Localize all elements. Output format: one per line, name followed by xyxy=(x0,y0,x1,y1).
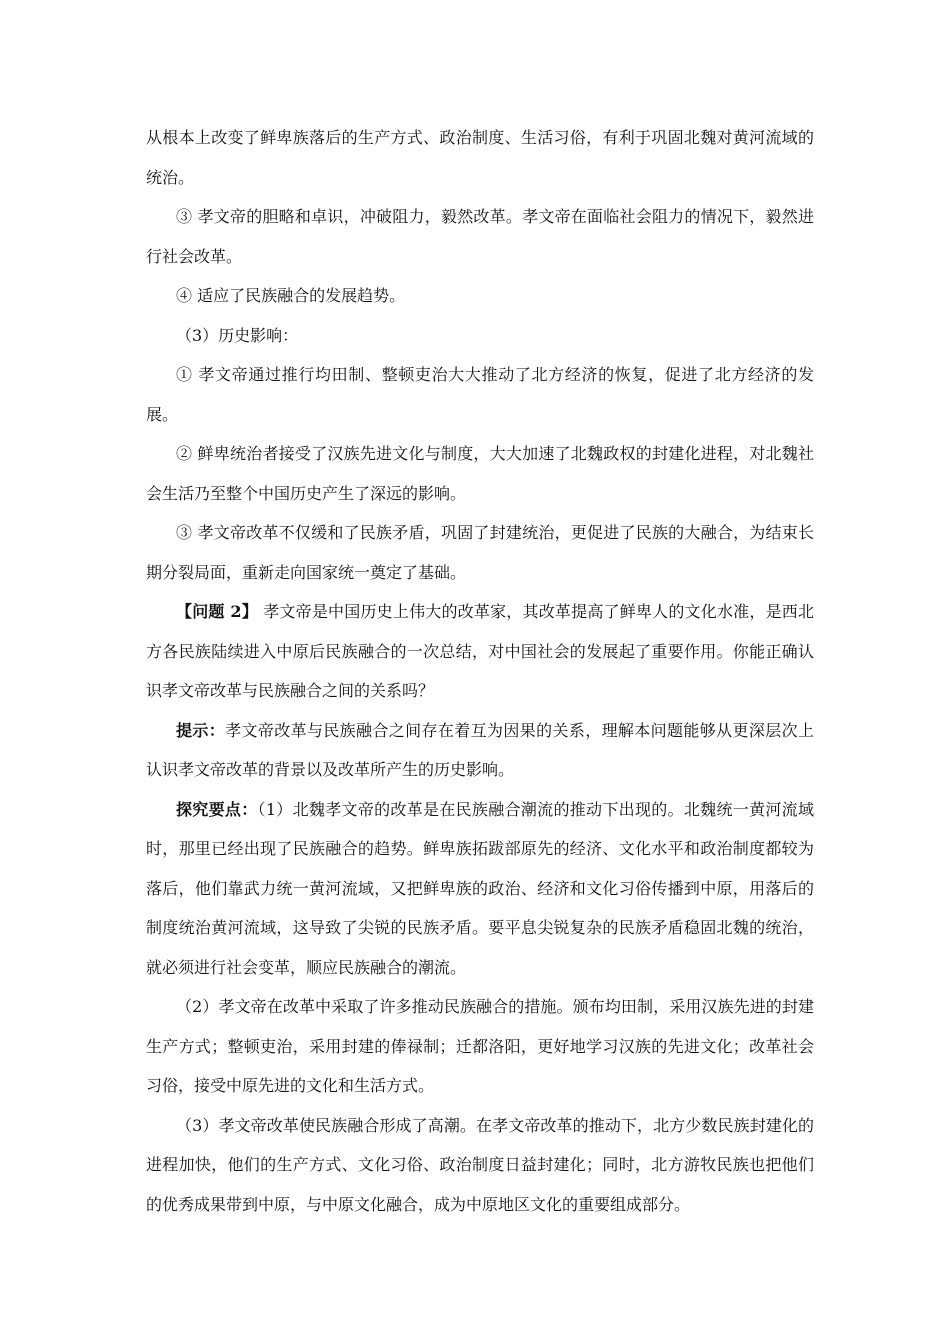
paragraph-question-2 xyxy=(146,592,814,711)
section-heading-historical-impact xyxy=(146,316,814,356)
paragraph-impact-2 xyxy=(146,434,814,513)
paragraph-text: ① 孝文帝通过推行均田制、整顿吏治大大推动了北方经济的恢复，促进了北方经济的发展。 xyxy=(146,365,814,424)
paragraph-text: ③ 孝文帝的胆略和卓识，冲破阻力，毅然改革。孝文帝在面临社会阻力的情况下，毅然进行社会改革。 xyxy=(146,207,814,266)
paragraph-hint xyxy=(146,711,814,790)
question-label: 【问题 2】 xyxy=(176,602,258,621)
document-body xyxy=(146,118,814,1224)
paragraph-reason-4 xyxy=(146,276,814,316)
paragraph-text: 孝文帝是中国历史上伟大的改革家，其改革提高了鲜卑人的文化水准，是西北方各民族陆续进入中原后民族融合的一次总结，对中国社会的发展起了重要作用。你能正确认识孝文帝改革与民族融合之间的关系吗？ xyxy=(146,602,814,700)
paragraph-text: ③ 孝文帝改革不仅缓和了民族矛盾，巩固了封建统治，更促进了民族的大融合，为结束长期分裂局面，重新走向国家统一奠定了基础。 xyxy=(146,523,814,582)
paragraph-text: （3）孝文帝改革使民族融合形成了高潮。在孝文帝改革的推动下，北方少数民族封建化的进程加快，他们的生产方式、文化习俗、政治制度日益封建化；同时，北方游牧民族也把他们的优秀成果带到中原，与中原文化融合，成为中原地区文化的重要组成部分。 xyxy=(146,1115,814,1214)
paragraph-key-points-3 xyxy=(146,1106,814,1225)
paragraph-reason-3 xyxy=(146,197,814,276)
paragraph-key-points-1 xyxy=(146,790,814,988)
paragraph-impact-3 xyxy=(146,513,814,592)
paragraph-text: 从根本上改变了鲜卑族落后的生产方式、政治制度、生活习俗，有利于巩固北魏对黄河流域的统治。 xyxy=(146,128,814,187)
paragraph-text: （3）历史影响： xyxy=(176,325,299,345)
key-points-label: 探究要点： xyxy=(176,799,258,819)
paragraph-text: ④ 适应了民族融合的发展趋势。 xyxy=(176,286,406,305)
paragraph-text: （2）孝文帝在改革中采取了许多推动民族融合的措施。颁布均田制，采用汉族先进的封建生产方式；整顿吏治，采用封建的俸禄制；迁都洛阳，更好地学习汉族的先进文化；改革社会习俗，接受中原先进的文化和生活方式。 xyxy=(146,997,814,1095)
hint-label: 提示： xyxy=(176,720,226,740)
paragraph-text: （1）北魏孝文帝的改革是在民族融合潮流的推动下出现的。北魏统一黄河流域时，那里已经出现了民族融合的趋势。鲜卑族拓跋部原先的经济、文化水平和政治制度都较为落后，他们靠武力统一黄河流域，又把鲜卑族的政治、经济和文化习俗传播到中原，用落后的制度统治黄河流域，这导致了尖锐的民族矛盾。要平息尖锐复杂的民族矛盾稳固北魏的统治，就必须进行社会变革，顺应民族融合的潮流。 xyxy=(146,799,814,977)
paragraph-key-points-2 xyxy=(146,987,814,1106)
paragraph-text: ② 鲜卑统治者接受了汉族先进文化与制度，大大加速了北魏政权的封建化进程，对北魏社会生活乃至整个中国历史产生了深远的影响。 xyxy=(146,444,814,503)
paragraph-impact-1 xyxy=(146,355,814,434)
paragraph-continuation xyxy=(146,118,814,197)
paragraph-text: 孝文帝改革与民族融合之间存在着互为因果的关系，理解本问题能够从更深层次上认识孝文帝改革的背景以及改革所产生的历史影响。 xyxy=(146,720,814,779)
